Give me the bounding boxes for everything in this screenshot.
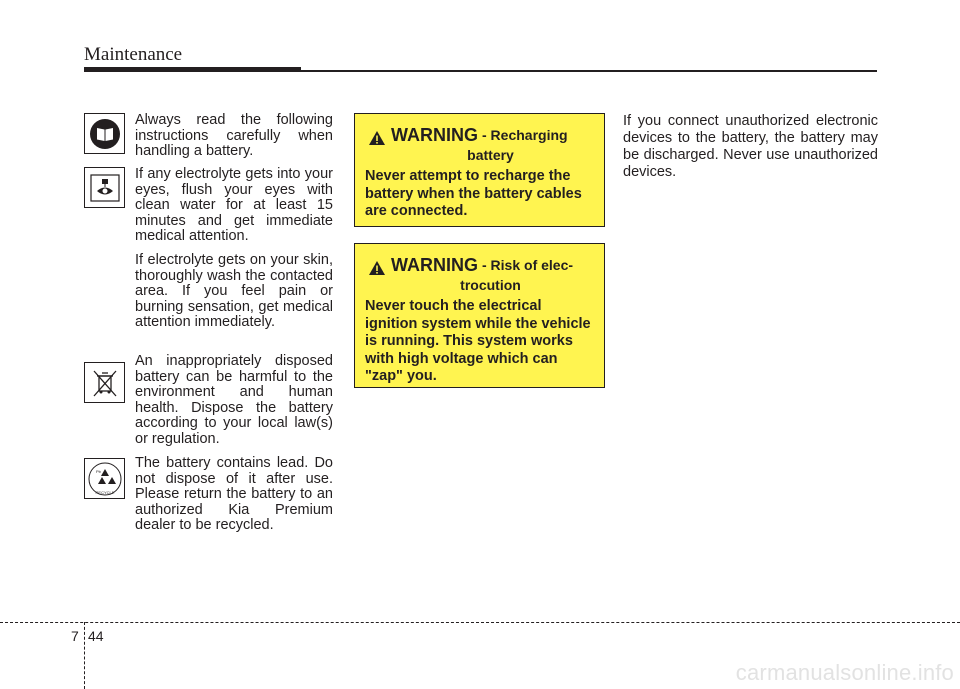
footer-vertical-rule <box>84 622 85 689</box>
paragraph-disposal: An inappropriately disposed battery can be harmful to the environment and human health. Dispose the battery according to your local law(s) or regulation. <box>135 353 333 447</box>
recycle-icon <box>84 458 125 499</box>
warning-body: Never attempt to recharge the battery when the battery cables are connected. <box>365 168 582 219</box>
warning-subtitle-cont: trocution <box>460 277 521 293</box>
warning-triangle-icon <box>368 260 386 276</box>
page-number: 44 <box>88 628 104 644</box>
svg-text:Pb: Pb <box>95 468 101 474</box>
manual-book-icon <box>84 113 125 154</box>
footer-rule <box>0 622 960 623</box>
paragraph-lead-recycle: The battery contains lead. Do not dispose of it after use. Please return the battery to an authorized Kia Premium dealer to be recycled. <box>135 455 333 534</box>
header-rule-thin <box>301 70 877 72</box>
paragraph-skin-contact: If electrolyte gets on your skin, thoroughly wash the contacted area. If you feel pain or burning sensation, get medical attention immediately. <box>135 252 333 331</box>
warning-box-electrocution <box>354 243 605 388</box>
watermark: carmanualsonline.info <box>735 660 954 685</box>
page-title: Maintenance <box>84 44 183 65</box>
paragraph-read-instructions: Always read the following instructions carefully when handling a battery. <box>135 112 333 160</box>
warning-body: Never touch the electrical ignition system while the vehicle is running. This system works with high voltage which can "zap" you. <box>365 298 591 384</box>
warning-subtitle: - Risk of elec- <box>482 257 574 273</box>
paragraph-eye-contact: If any electrolyte gets into your eyes, flush your eyes with clean water for at least 15 minutes and get immediate medical attention. <box>135 166 333 245</box>
warning-subtitle-cont: battery <box>467 147 514 163</box>
svg-text:RECYCLE: RECYCLE <box>95 489 114 495</box>
warning-triangle-icon <box>368 130 386 146</box>
eye-wash-icon <box>84 167 125 208</box>
warning-subtitle: - Recharging <box>482 127 568 143</box>
chapter-number: 7 <box>71 628 79 644</box>
header-rule-thick <box>84 67 301 72</box>
paragraph-unauthorized-devices: If you connect unauthorized electronic devices to the battery, the battery may be discharged. Never use unauthorized devices. <box>623 113 878 180</box>
crossed-bin-icon <box>84 362 125 403</box>
warning-box-recharging <box>354 113 605 227</box>
warning-word: WARNING <box>391 125 478 145</box>
warning-word: WARNING <box>391 255 478 275</box>
